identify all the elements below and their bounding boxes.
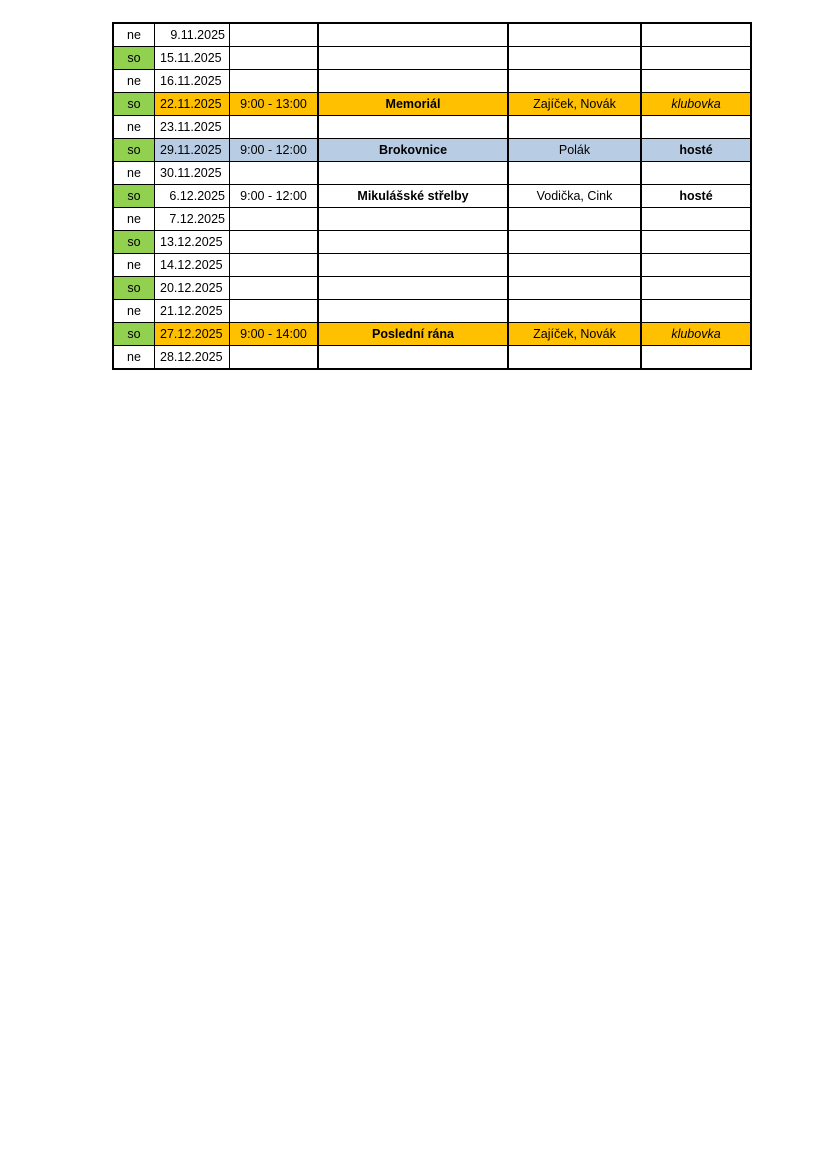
organizer-cell [508, 254, 641, 277]
note-cell: hosté [641, 139, 751, 162]
table-row [113, 231, 751, 254]
note-cell [641, 277, 751, 300]
time-cell: 9:00 - 12:00 [230, 185, 319, 208]
organizer-cell: Vodička, Cink [508, 185, 641, 208]
day-cell: so [113, 231, 155, 254]
note-cell [641, 254, 751, 277]
date-cell: 9.11.2025 [155, 23, 230, 47]
event-cell: Poslední rána [318, 323, 508, 346]
time-cell [230, 208, 319, 231]
note-cell [641, 23, 751, 47]
time-cell [230, 23, 319, 47]
time-cell [230, 116, 319, 139]
table-row [113, 277, 751, 300]
event-cell [318, 346, 508, 370]
table-row [113, 93, 751, 116]
day-cell: so [113, 323, 155, 346]
event-cell [318, 47, 508, 70]
note-cell: hosté [641, 185, 751, 208]
date-cell: 7.12.2025 [155, 208, 230, 231]
event-cell [318, 231, 508, 254]
time-cell [230, 70, 319, 93]
organizer-cell: Zajíček, Novák [508, 93, 641, 116]
table-row [113, 162, 751, 185]
organizer-cell [508, 47, 641, 70]
time-cell [230, 346, 319, 370]
event-cell [318, 70, 508, 93]
date-cell: 14.12.2025 [155, 254, 230, 277]
day-cell: so [113, 139, 155, 162]
organizer-cell [508, 346, 641, 370]
event-cell [318, 277, 508, 300]
note-cell [641, 300, 751, 323]
day-cell: ne [113, 70, 155, 93]
event-cell [318, 300, 508, 323]
organizer-cell: Polák [508, 139, 641, 162]
table-row [113, 139, 751, 162]
organizer-cell [508, 162, 641, 185]
time-cell [230, 47, 319, 70]
time-cell [230, 254, 319, 277]
day-cell: so [113, 47, 155, 70]
note-cell [641, 346, 751, 370]
organizer-cell [508, 116, 641, 139]
note-cell [641, 70, 751, 93]
table-row [113, 116, 751, 139]
date-cell: 13.12.2025 [155, 231, 230, 254]
table-row [113, 70, 751, 93]
organizer-cell [508, 208, 641, 231]
organizer-cell [508, 23, 641, 47]
day-cell: ne [113, 116, 155, 139]
date-cell: 29.11.2025 [155, 139, 230, 162]
table-row [113, 208, 751, 231]
date-cell: 30.11.2025 [155, 162, 230, 185]
date-cell: 6.12.2025 [155, 185, 230, 208]
time-cell [230, 231, 319, 254]
day-cell: so [113, 277, 155, 300]
event-schedule-table [112, 22, 752, 370]
date-cell: 16.11.2025 [155, 70, 230, 93]
day-cell: ne [113, 300, 155, 323]
date-cell: 28.12.2025 [155, 346, 230, 370]
time-cell [230, 277, 319, 300]
time-cell: 9:00 - 14:00 [230, 323, 319, 346]
event-cell [318, 116, 508, 139]
organizer-cell [508, 70, 641, 93]
day-cell: ne [113, 254, 155, 277]
table-row [113, 23, 751, 47]
day-cell: ne [113, 23, 155, 47]
organizer-cell [508, 300, 641, 323]
table-row [113, 346, 751, 370]
date-cell: 23.11.2025 [155, 116, 230, 139]
table-row [113, 323, 751, 346]
event-cell: Brokovnice [318, 139, 508, 162]
date-cell: 15.11.2025 [155, 47, 230, 70]
table-row [113, 254, 751, 277]
table-row [113, 185, 751, 208]
note-cell: klubovka [641, 93, 751, 116]
note-cell [641, 47, 751, 70]
time-cell [230, 300, 319, 323]
time-cell: 9:00 - 13:00 [230, 93, 319, 116]
event-cell [318, 208, 508, 231]
note-cell: klubovka [641, 323, 751, 346]
time-cell [230, 162, 319, 185]
note-cell [641, 208, 751, 231]
table-row [113, 47, 751, 70]
day-cell: so [113, 185, 155, 208]
day-cell: ne [113, 162, 155, 185]
date-cell: 20.12.2025 [155, 277, 230, 300]
organizer-cell: Zajíček, Novák [508, 323, 641, 346]
event-cell [318, 23, 508, 47]
day-cell: ne [113, 346, 155, 370]
table-row [113, 300, 751, 323]
date-cell: 27.12.2025 [155, 323, 230, 346]
event-cell: Mikulášské střelby [318, 185, 508, 208]
time-cell: 9:00 - 12:00 [230, 139, 319, 162]
event-cell: Memoriál [318, 93, 508, 116]
organizer-cell [508, 277, 641, 300]
day-cell: so [113, 93, 155, 116]
date-cell: 22.11.2025 [155, 93, 230, 116]
event-cell [318, 162, 508, 185]
date-cell: 21.12.2025 [155, 300, 230, 323]
organizer-cell [508, 231, 641, 254]
note-cell [641, 231, 751, 254]
day-cell: ne [113, 208, 155, 231]
note-cell [641, 116, 751, 139]
event-cell [318, 254, 508, 277]
note-cell [641, 162, 751, 185]
